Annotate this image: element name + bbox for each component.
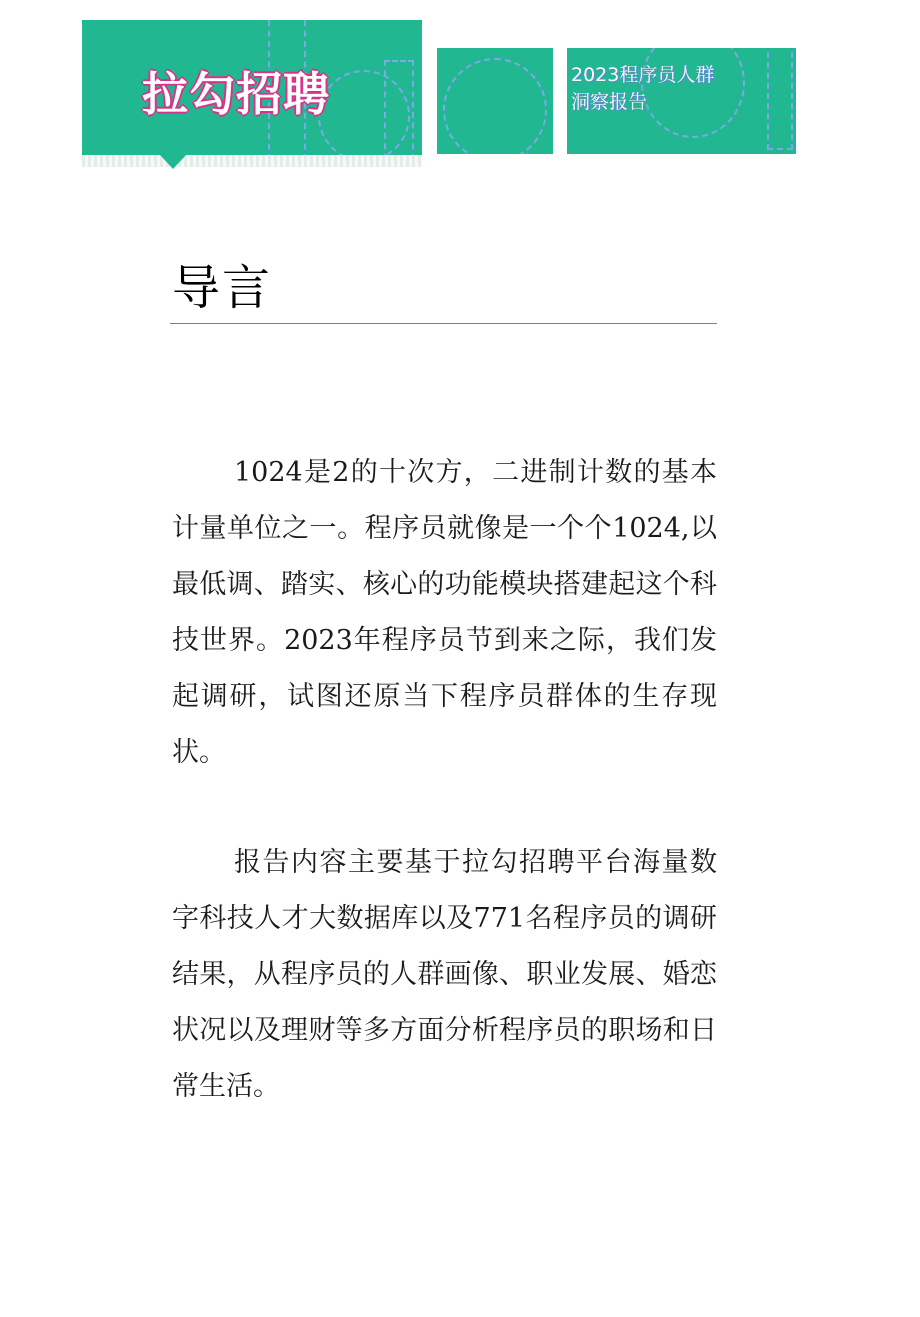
letter-g-bowl-outline (443, 58, 547, 154)
banner-shadow-stripe (82, 155, 422, 167)
report-title-line-2: 洞察报告 (571, 91, 648, 113)
intro-paragraph-1: 1024是2的十次方，二进制计数的基本计量单位之一。程序员就像是一个个1024,以最低调、踏实、核心的功能模块搭建起这个科技世界。2023年程序员节到来之际，我们发起调研，试图还原当下程序员群体的生存现状。 (172, 457, 717, 768)
letter-a-stem-outline (384, 60, 414, 155)
banner-pointer (160, 155, 186, 169)
section-heading: 导言 (172, 260, 273, 316)
heading-divider (170, 323, 717, 324)
lagou-logo: 拉勾招聘 (142, 67, 330, 121)
banner-letter-panel (437, 48, 553, 154)
report-title (571, 62, 714, 116)
report-title-line-1: 2023程序员人群 (571, 64, 715, 86)
intro-paragraph-2: 报告内容主要基于拉勾招聘平台海量数字科技人才大数据库以及771名程序员的调研结果，从程序员的人群画像、职业发展、婚恋状况以及理财等多方面分析程序员的职场和日常生活。 (172, 847, 717, 1102)
letter-u-stem-outline (767, 48, 793, 150)
